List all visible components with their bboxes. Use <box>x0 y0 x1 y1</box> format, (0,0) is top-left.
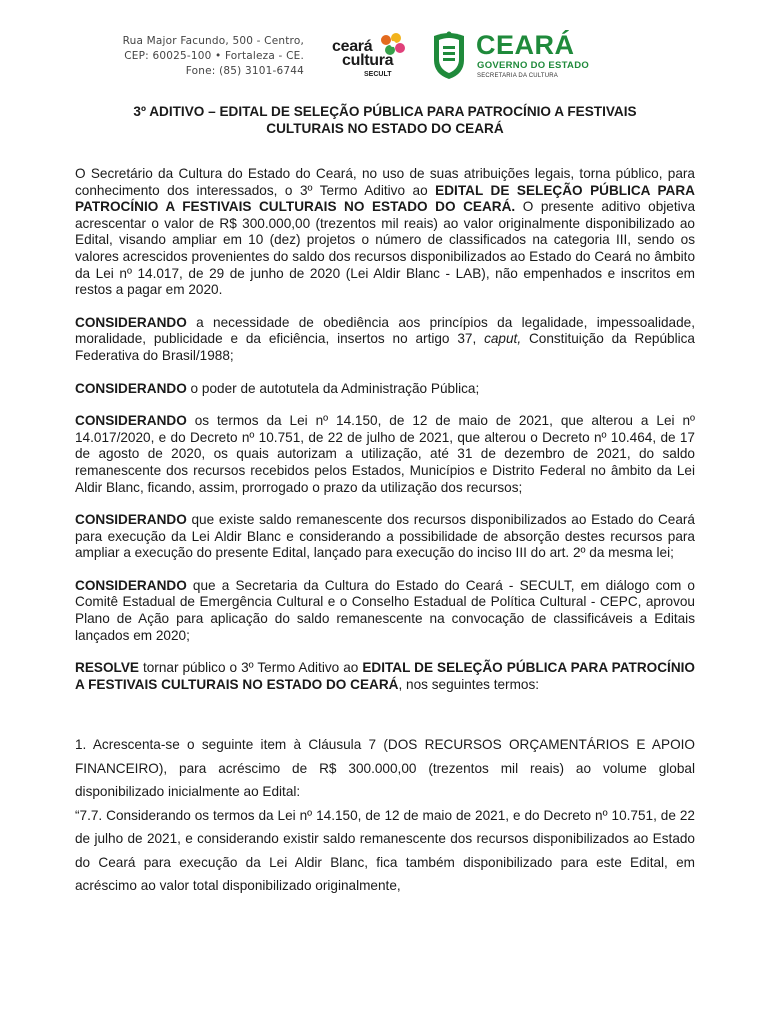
spacer <box>75 709 695 733</box>
considerando-paragraph <box>75 315 695 365</box>
resolve-text-rest: , nos seguintes termos: <box>398 676 540 692</box>
document-title <box>75 103 695 137</box>
title-line: 3º ADITIVO – EDITAL DE SELEÇÃO PÚBLICA PARA PATROCÍNIO A FESTIVAIS <box>133 104 637 119</box>
intro-text: O Secretário da Cultura do Estado do Ceará, no uso de suas atribuições legais, torna público, para conhecimento dos interessados, o 3º Termo Aditivo ao <box>75 166 695 198</box>
edital-name: EDITAL DE SELEÇÃO PÚBLICA PARA PATROCÍNIO A FESTIVAIS CULTURAIS NO ESTADO DO CEARÁ. <box>75 182 696 215</box>
state-crest-icon <box>430 30 468 80</box>
caput-italic: caput, <box>484 331 522 347</box>
intro-text-rest: O presente aditivo objetiva acrescentar o valor de R$ 300.000,00 (trezentos mil reais) ao valor originalmente disponibilizado ao Edital, visando ampliar em 10 (dez) projetos o número de classificados na categoria III, sendo os valores acrescidos provenientes do saldo dos recursos disponibilizados ao Estado do Ceará no âmbito da Lei nº 14.017, de 29 de junho de 2020 (Lei Aldir Blanc - LAB), não empenhados e inscritos em restos a pagar em 2020. <box>75 199 696 298</box>
logo-word-secult: SECULT <box>364 71 392 78</box>
considerando-paragraph <box>75 512 695 562</box>
resolve-text: tornar público o 3º Termo Aditivo ao <box>138 660 363 676</box>
considerando-keyword: CONSIDERANDO <box>75 413 187 429</box>
considerando-keyword: CONSIDERANDO <box>75 380 187 396</box>
address-block <box>122 34 304 79</box>
considerando-text: que existe saldo remanescente dos recursos disponibilizados ao Estado do Ceará para execução da Lei Aldir Blanc e considerando a possibilidade de absorção destes recursos para ampliar a execução do presente Edital, lançado para execução do inciso III do art. 2º da mesma lei; <box>75 512 695 561</box>
considerando-text: que a Secretaria da Cultura do Estado do Ceará - SECULT, em diálogo com o Comitê Estadual de Emergência Cultural e o Conselho Estadual de Política Cultural - CEPC, aprovou Plano de Ação para aplicação do saldo remanescente na convocação de classificáveis a Editais lançados em 2020; <box>75 577 695 643</box>
resolve-keyword: RESOLVE <box>75 660 139 676</box>
considerando-paragraph <box>75 381 695 398</box>
letterhead <box>0 28 770 86</box>
resolve-edital-name: EDITAL DE SELEÇÃO PÚBLICA PARA PATROCÍNIO A FESTIVAIS CULTURAIS NO ESTADO DO CEARÁ <box>75 660 695 692</box>
considerando-keyword: CONSIDERANDO <box>75 314 187 330</box>
logo-governo-text: GOVERNO DO ESTADO <box>477 60 590 71</box>
considerando-paragraph <box>75 578 695 644</box>
considerando-keyword: CONSIDERANDO <box>75 577 187 593</box>
considerando-paragraph <box>75 413 695 496</box>
item-1-paragraph: 1. Acrescenta-se o seguinte item à Cláusula 7 (DOS RECURSOS ORÇAMENTÁRIOS E APOIO FINANCEIRO), para acréscimo de R$ 300.000,00 (trezentos mil reais) ao volume global disponibilizado inicialmente ao Edital: <box>75 737 695 800</box>
logo-ceara-text: CEARÁ <box>476 30 575 60</box>
resolve-paragraph <box>75 660 695 693</box>
considerando-text: o poder de autotutela da Administração Pública; <box>186 380 480 396</box>
title-line: CULTURAIS NO ESTADO DO CEARÁ <box>266 121 504 136</box>
considerando-text: os termos da Lei nº 14.150, de 12 de maio de 2021, que alterou a Lei nº 14.017/2020, e do Decreto nº 10.751, de 22 de julho de 2021, que alterou o Decreto nº 10.464, de 17 de agosto de 2020, os quais autorizam a utilização, até 31 de dezembro de 2021, do saldo remanescente dos recursos recebidos pelos Estados, Municípios e Distrito Federal no âmbito da Lei Aldir Blanc, ficando, assim, prorrogado o prazo da utilização dos recursos; <box>75 413 695 495</box>
logo-word-cultura: cultura <box>342 52 394 69</box>
address-line: CEP: 60025-100 • Fortaleza - CE. <box>124 50 304 62</box>
ceara-cultura-logo <box>330 32 412 84</box>
considerando-keyword: CONSIDERANDO <box>75 512 187 528</box>
address-phone: Fone: (85) 3101-6744 <box>185 65 304 77</box>
intro-paragraph <box>75 166 695 299</box>
document-body <box>75 166 695 898</box>
considerando-text-rest: Constituição da República Federativa do Brasil/1988; <box>75 331 695 363</box>
logo-secretaria-text: SECRETARIA DA CULTURA <box>477 73 558 79</box>
address-line: Rua Major Facundo, 500 - Centro, <box>122 35 304 47</box>
item-7-7-paragraph: “7.7. Considerando os termos da Lei nº 14.150, de 12 de maio de 2021, e do Decreto nº 10.751, de 22 de julho de 2021, e considerando existir saldo remanescente dos recursos disponibilizados ao Estado do Ceará para execução da Lei Aldir Blanc, fica também disponibilizado para este Edital, em acréscimo ao valor total disponibilizado originalmente, <box>75 807 695 894</box>
logo-word-ceara: ceará <box>332 38 373 55</box>
considerando-text: a necessidade de obediência aos princípios da legalidade, impessoalidade, moralidade, publicidade e da eficiência, insertos no artigo 37, <box>75 314 695 347</box>
governo-ceara-logo <box>430 30 600 86</box>
